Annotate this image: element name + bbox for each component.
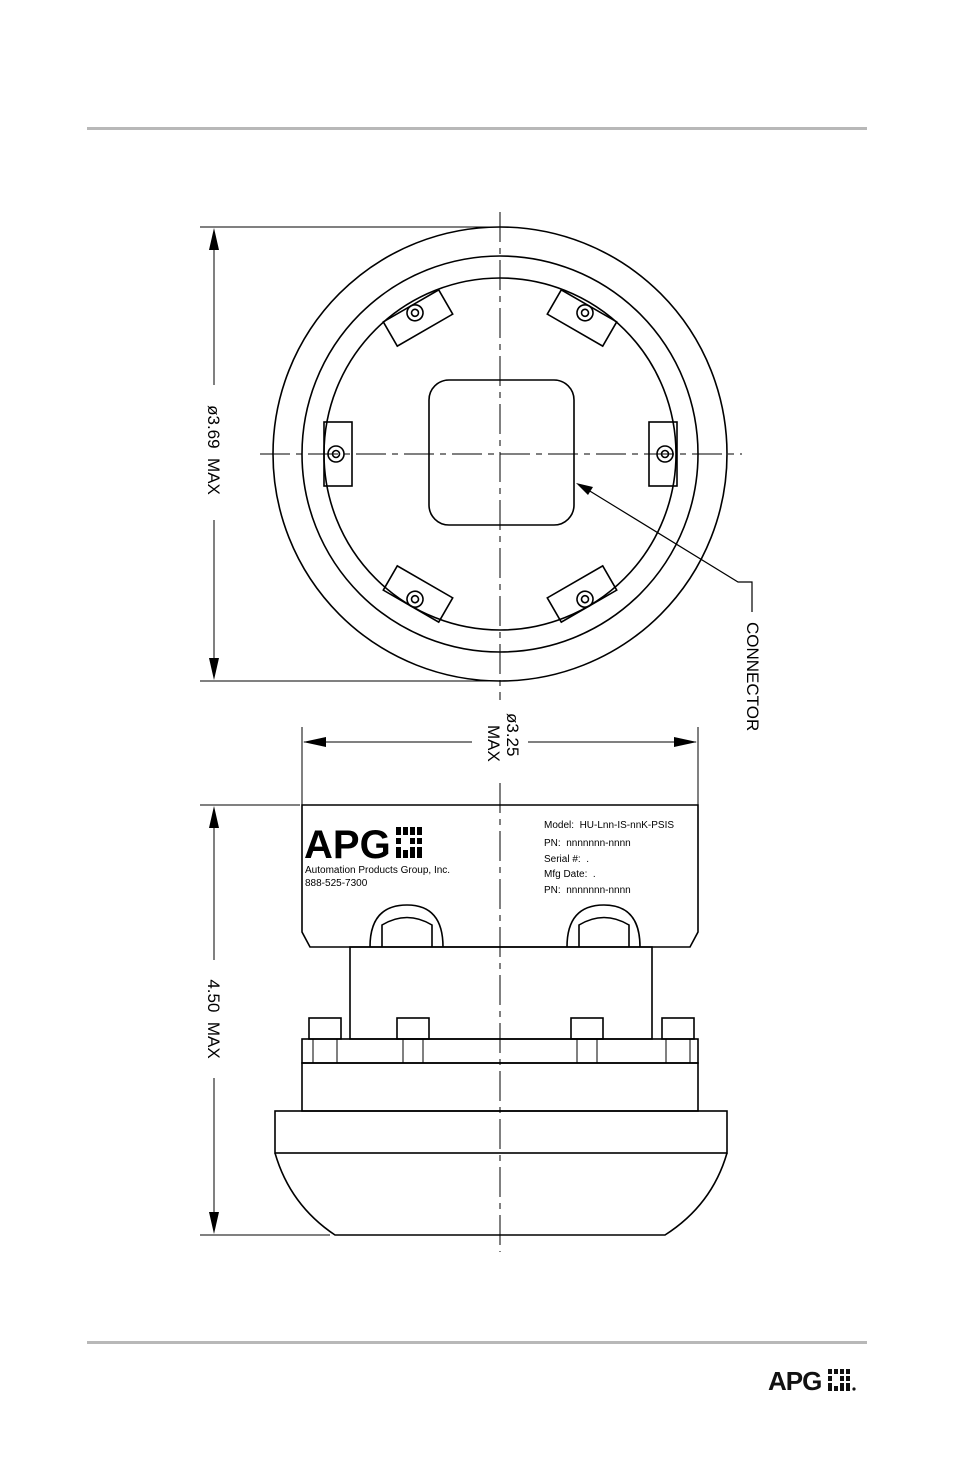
bolt-head-1 bbox=[309, 1018, 341, 1039]
label-logo: APG bbox=[304, 823, 391, 867]
button-right bbox=[579, 918, 629, 948]
height-450-label: 4.50 MAX bbox=[204, 979, 223, 1059]
connector-label: CONNECTOR bbox=[743, 622, 762, 732]
connector-leader bbox=[580, 485, 752, 612]
diameter-369-label: ø3.69 MAX bbox=[204, 405, 223, 495]
side-view bbox=[200, 727, 727, 1252]
footer-logo-mark bbox=[828, 1369, 858, 1393]
label-serial: Serial #: . bbox=[544, 854, 590, 865]
dim-325-arrow-left bbox=[303, 737, 326, 747]
label-pn-2: PN: nnnnnnn-nnnn bbox=[544, 885, 631, 896]
label-logo-mark bbox=[396, 827, 422, 858]
dim-450-arrow-top bbox=[209, 806, 219, 828]
dim-325-arrow-right bbox=[674, 737, 697, 747]
footer-logo-text: APG bbox=[768, 1366, 822, 1396]
connector-socket bbox=[429, 380, 574, 525]
bolt-head-4 bbox=[662, 1018, 694, 1039]
lower-body bbox=[275, 1111, 727, 1153]
transducer-dome bbox=[275, 1153, 727, 1235]
dim-369-arrow-bottom bbox=[209, 658, 219, 680]
dim-369-arrow-top bbox=[209, 228, 219, 250]
diameter-325-label-line1: ø3.25 bbox=[503, 713, 522, 757]
bolt-head-2 bbox=[397, 1018, 429, 1039]
footer-logo bbox=[768, 1366, 858, 1397]
button-left bbox=[382, 918, 432, 948]
label-phone: 888-525-7300 bbox=[305, 878, 368, 889]
top-view bbox=[200, 212, 752, 700]
stem bbox=[350, 947, 652, 1039]
connector-leader-arrow bbox=[576, 483, 593, 495]
diameter-325-label-line2: MAX bbox=[484, 725, 503, 762]
bolt-head-3 bbox=[571, 1018, 603, 1039]
label-model: Model: HU-Lnn-IS-nnK-PSIS bbox=[544, 820, 675, 831]
dim-450-arrow-bottom bbox=[209, 1212, 219, 1234]
label-company: Automation Products Group, Inc. bbox=[305, 865, 451, 876]
label-pn-1: PN: nnnnnnn-nnnn bbox=[544, 838, 631, 849]
label-mfg-date: Mfg Date: . bbox=[544, 869, 596, 880]
